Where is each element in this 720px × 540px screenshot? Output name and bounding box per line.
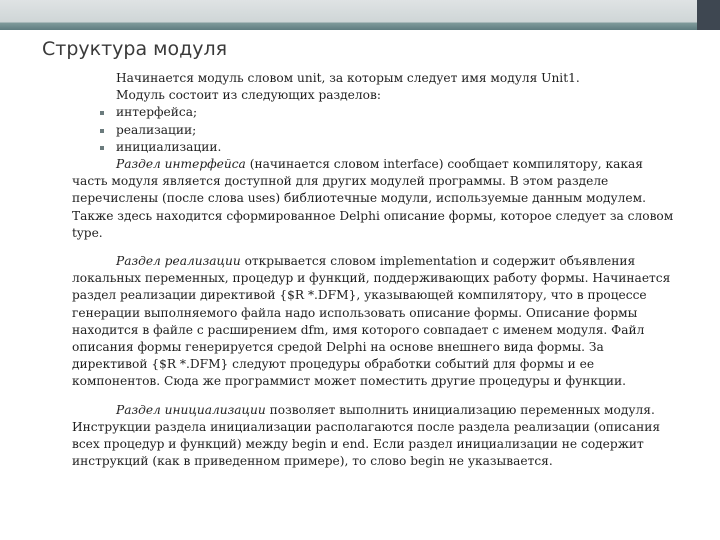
bullet-icon	[100, 111, 104, 115]
initialization-paragraph	[72, 402, 682, 471]
list-item: инициализации.	[116, 139, 682, 156]
top-decorative-bar	[0, 0, 720, 30]
initialization-term: Раздел инициализации	[116, 402, 266, 417]
list-item: реализации;	[116, 122, 682, 139]
intro-line-1: Начинается модуль словом unit, за которым следует имя модуля Unit1.	[116, 71, 580, 85]
sections-list	[72, 104, 682, 156]
interface-paragraph	[72, 156, 682, 242]
implementation-term: Раздел реализации	[116, 254, 241, 269]
slide-body	[72, 70, 682, 470]
bullet-icon	[100, 129, 104, 133]
initialization-text: позволяет выполнить инициализацию переменных модуля. Инструкции раздела инициализации располагаются после раздела реализации (описания всех процедур и функций) между begin и end. Если раздел инициализации не содержит инструкций (как в приведенном примере), то слово begin не указывается.	[72, 402, 661, 469]
bullet-icon	[100, 146, 104, 150]
implementation-text: открывается словом implementation и содержит объявления локальных переменных, процедур и функций, поддерживающих работу формы. Начинается раздел реализации директивой {$R *.DFM}, указывающей компилятору, что в процессе генерации выполняемого файла надо использовать описание формы. Описание формы находится в файле с расширением dfm, имя которого совпадает с именем модуля. Файл описания формы генерируется средой Delphi на основе внешнего вида формы. За директивой {$R *.DFM} следуют процедуры обработки событий для формы и ее компонентов. Сюда же программист может поместить другие процедуры и функции.	[72, 254, 671, 389]
implementation-paragraph	[72, 253, 682, 391]
intro-line-2: Модуль состоит из следующих разделов:	[116, 88, 381, 103]
interface-term: Раздел интерфейса	[116, 157, 246, 172]
list-item: интерфейса;	[116, 104, 682, 121]
interface-text: (начинается словом interface) сообщает компилятору, какая часть модуля является доступной для других модулей программы. В этом разделе перечислены (после слова uses) библиотечные модули, используемые данным модулем. Также здесь находится сформированное Delphi описание формы, которое следует за словом type.	[72, 157, 674, 240]
top-corner-block	[697, 0, 720, 30]
slide-title: Структура модуля	[42, 38, 228, 60]
